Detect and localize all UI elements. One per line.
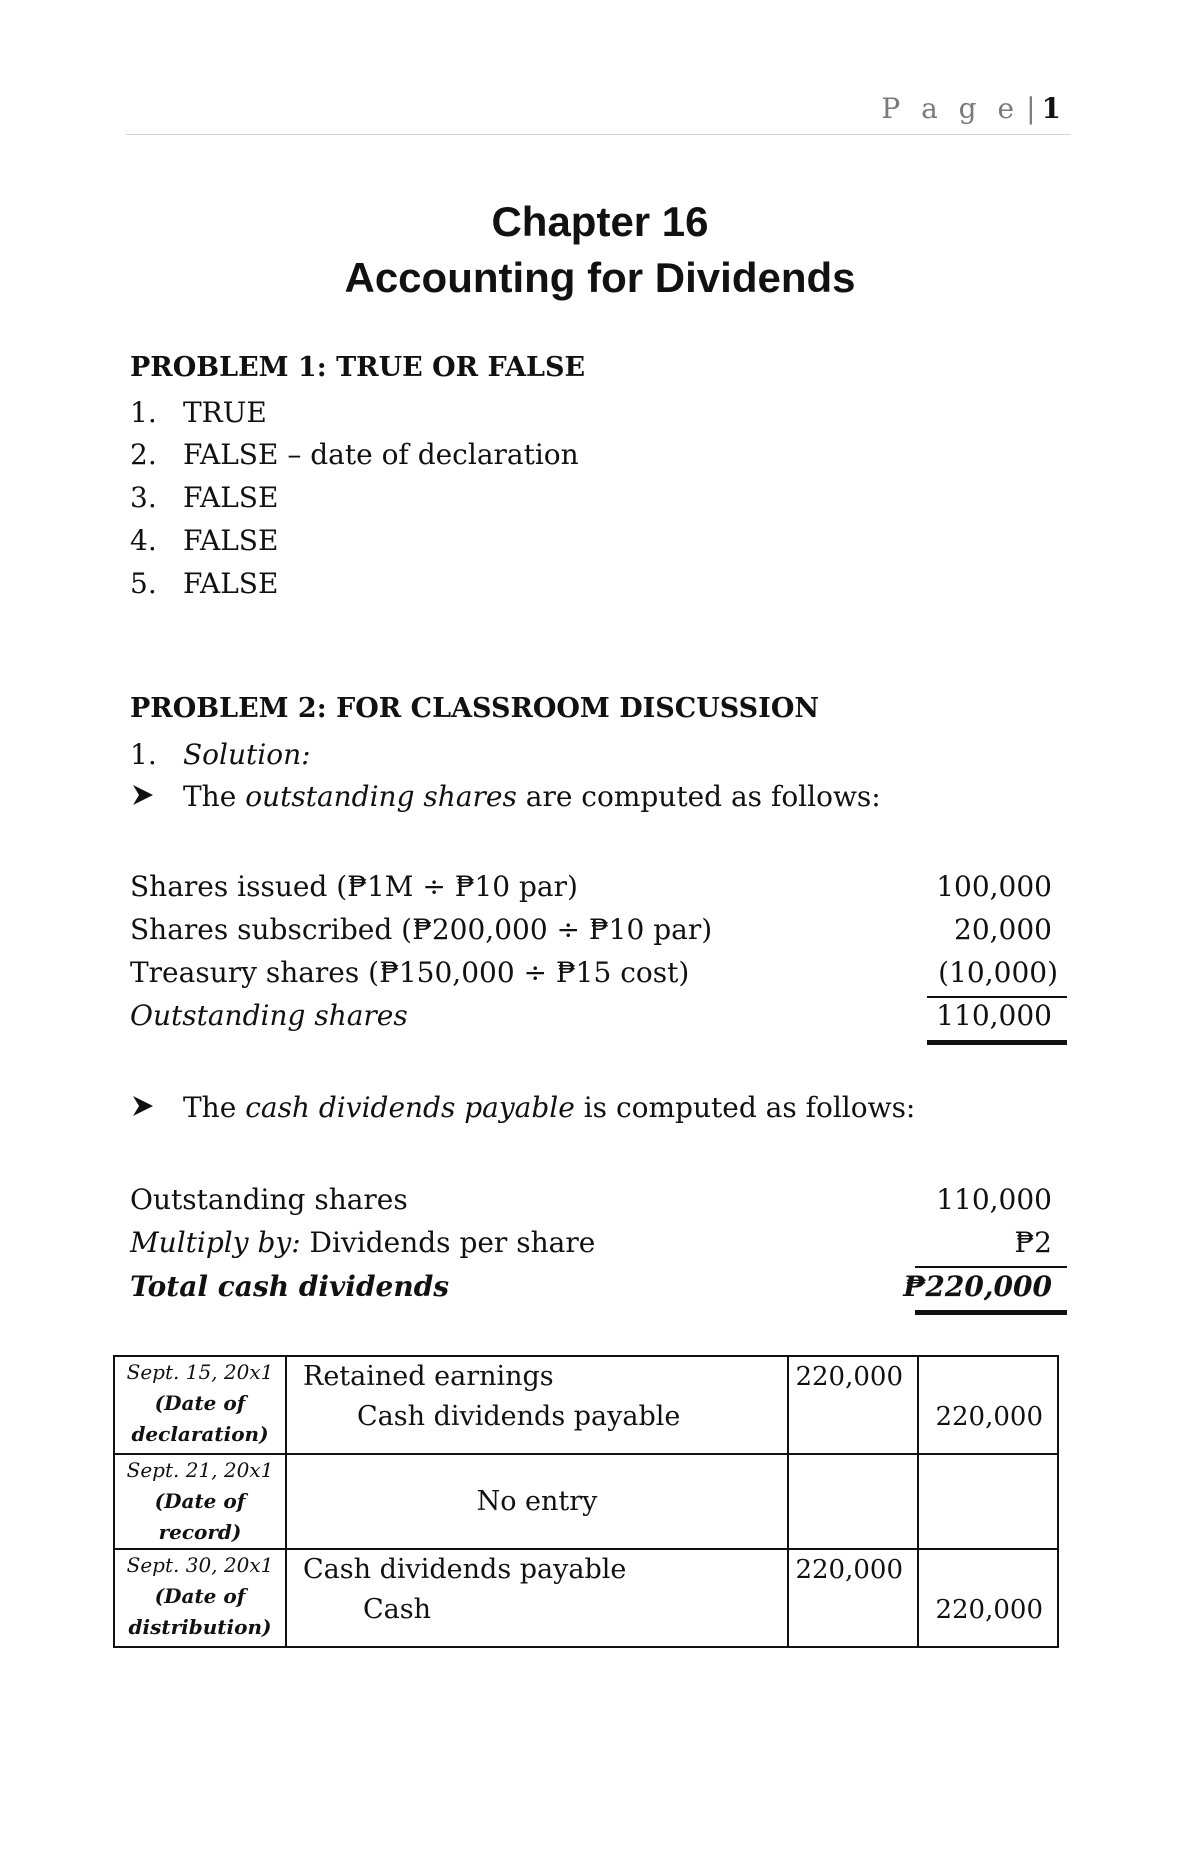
- debit-account: Cash dividends payable: [303, 1554, 627, 1585]
- subtotal-rule: [915, 1266, 1067, 1268]
- problem1-heading: PROBLEM 1: TRUE OR FALSE: [130, 352, 586, 383]
- bullet-outstanding-text: [183, 780, 881, 813]
- bullet-prefix: The: [183, 1091, 246, 1124]
- entry-date: Sept. 21, 20x1: [126, 1458, 274, 1482]
- bullet-prefix: The: [183, 780, 246, 813]
- computation-amount: 20,000: [954, 913, 1052, 946]
- debit-amount: 220,000: [795, 1362, 903, 1392]
- debit-cell: [788, 1356, 918, 1454]
- list-item-number: 1.: [130, 396, 157, 429]
- list-item-text: FALSE – date of declaration: [183, 438, 579, 471]
- page-label: P a g e: [881, 92, 1021, 125]
- entry-date-note: declaration): [131, 1422, 269, 1446]
- journal-entries-table: [113, 1355, 1059, 1648]
- date-cell: [114, 1454, 286, 1549]
- arrow-bullet-icon: [130, 1093, 156, 1126]
- credit-account: Cash: [363, 1594, 432, 1625]
- credit-cell: [918, 1454, 1058, 1549]
- computation-amount: 110,000: [936, 1183, 1052, 1216]
- list-item-number: 2.: [130, 438, 157, 471]
- chapter-title: Accounting for Dividends: [344, 254, 856, 301]
- bullet-emphasis: cash dividends payable: [245, 1091, 575, 1124]
- computation-total-amount: 110,000: [936, 999, 1052, 1032]
- table-row: [114, 1454, 1058, 1549]
- computation-label: [130, 1226, 595, 1259]
- total-double-rule: [927, 1040, 1067, 1045]
- list-item-number: 5.: [130, 567, 157, 600]
- date-cell: [114, 1356, 286, 1454]
- entry-date: Sept. 30, 20x1: [126, 1553, 274, 1577]
- credit-cell: [918, 1549, 1058, 1647]
- credit-cell: [918, 1356, 1058, 1454]
- computation-label: Shares issued (₱1M ÷ ₱10 par): [130, 870, 578, 903]
- list-item-text: FALSE: [183, 481, 279, 514]
- entry-date-note: (Date of record): [154, 1489, 246, 1544]
- debit-cell: [788, 1549, 918, 1647]
- debit-cell: [788, 1454, 918, 1549]
- credit-amount: 220,000: [935, 1595, 1043, 1625]
- entry-date-note: distribution): [128, 1615, 272, 1639]
- computation-amount: (10,000): [938, 956, 1058, 989]
- chapter-number: Chapter 16: [491, 198, 709, 245]
- page-number: 1: [1041, 92, 1061, 125]
- computation-total-label: Outstanding shares: [130, 999, 408, 1032]
- multiply-text: Dividends per share: [300, 1226, 596, 1259]
- bullet-suffix: are computed as follows:: [516, 780, 881, 813]
- list-item-text: TRUE: [183, 396, 267, 429]
- computation-label: Shares subscribed (₱200,000 ÷ ₱10 par): [130, 913, 713, 946]
- list-item-text: FALSE: [183, 567, 279, 600]
- debit-amount: 220,000: [795, 1555, 903, 1585]
- bullet-dividends-text: [183, 1091, 915, 1124]
- page-separator: |: [1026, 92, 1036, 125]
- bullet-emphasis: outstanding shares: [245, 780, 517, 813]
- computation-amount: 100,000: [936, 870, 1052, 903]
- list-item-number: 3.: [130, 481, 157, 514]
- computation-total-label: Total cash dividends: [130, 1270, 450, 1303]
- problem2-heading: PROBLEM 2: FOR CLASSROOM DISCUSSION: [130, 693, 820, 724]
- list-item-text: FALSE: [183, 524, 279, 557]
- solution-label: Solution:: [183, 738, 311, 771]
- account-cell: [286, 1454, 788, 1549]
- solution-number: 1.: [130, 738, 157, 771]
- arrow-bullet-icon: [130, 782, 156, 815]
- page-number-block: [881, 92, 1061, 125]
- page-header: [126, 88, 1071, 135]
- multiply-label: Multiply by:: [130, 1226, 301, 1259]
- entry-date-note: (Date of: [154, 1584, 246, 1608]
- total-double-rule: [915, 1310, 1067, 1315]
- entry-date-note: (Date of: [154, 1391, 246, 1415]
- computation-amount: ₱2: [1014, 1226, 1052, 1259]
- date-cell: [114, 1549, 286, 1647]
- table-row: [114, 1356, 1058, 1454]
- subtotal-rule: [927, 996, 1067, 998]
- list-item-number: 4.: [130, 524, 157, 557]
- computation-label: Treasury shares (₱150,000 ÷ ₱15 cost): [130, 956, 690, 989]
- account-cell: [286, 1356, 788, 1454]
- account-cell: [286, 1549, 788, 1647]
- computation-total-amount: ₱220,000: [903, 1270, 1052, 1303]
- no-entry-text: No entry: [476, 1485, 598, 1517]
- table-row: [114, 1549, 1058, 1647]
- credit-amount: 220,000: [935, 1402, 1043, 1432]
- bullet-suffix: is computed as follows:: [574, 1091, 916, 1124]
- debit-account: Retained earnings: [303, 1361, 554, 1392]
- entry-date: Sept. 15, 20x1: [126, 1360, 274, 1384]
- credit-account: Cash dividends payable: [357, 1401, 681, 1432]
- computation-label: Outstanding shares: [130, 1183, 408, 1216]
